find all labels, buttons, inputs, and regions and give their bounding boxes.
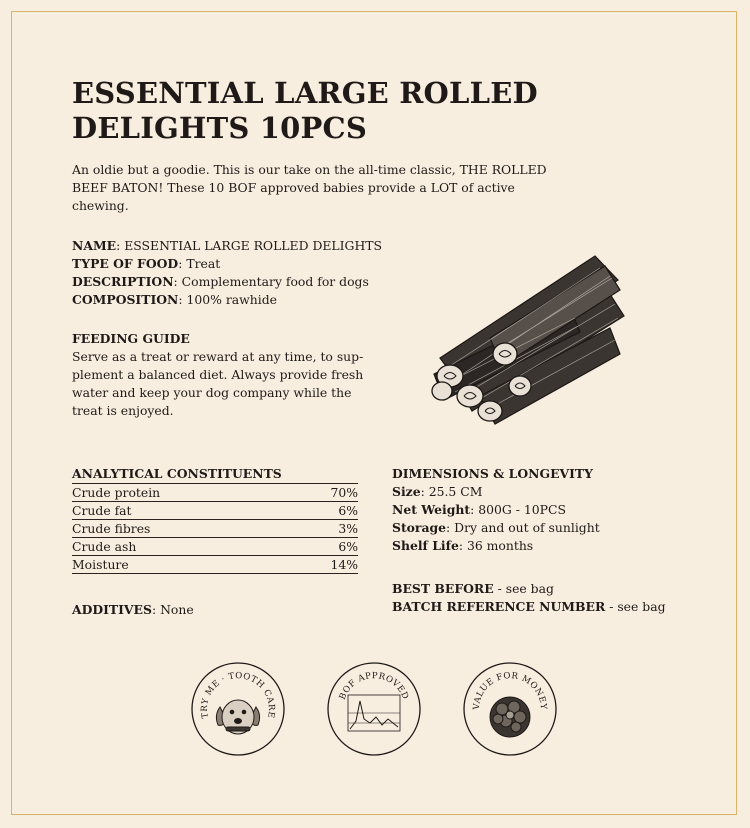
additives: ADDITIVES: None [72, 602, 194, 617]
dimension-value: 800G - 10PCS [474, 502, 566, 517]
title-line-1: ESSENTIAL LARGE ROLLED [72, 76, 538, 110]
dimension-label: Size [392, 484, 421, 499]
spec-label: NAME [72, 238, 117, 253]
constituent-value: 3% [338, 521, 358, 536]
constituent-value: 14% [330, 557, 358, 572]
batch-reference [392, 598, 666, 616]
feeding-line: water and keep your dog company while the [72, 385, 352, 400]
intro-line-1: An oldie but a goodie. This is our take on the all-time classic, THE ROLLED [72, 162, 547, 177]
feeding-guide [72, 330, 367, 420]
coin-pile-icon [490, 697, 530, 737]
dimension-label: Storage [392, 520, 447, 535]
analytical-constituents [72, 465, 358, 574]
spec-value: 100% rawhide [182, 292, 277, 307]
additives-label: ADDITIVES [72, 602, 152, 617]
dimension-value: 25.5 CM [424, 484, 483, 499]
spec-label: COMPOSITION [72, 292, 179, 307]
spec-label: TYPE OF FOOD [72, 256, 179, 271]
batch-label: BATCH REFERENCE NUMBER [392, 599, 606, 614]
constituent-name: Crude fat [72, 503, 132, 518]
badge-value-for-money [462, 661, 558, 757]
dimension-value: Dry and out of sunlight [450, 520, 600, 535]
dimension-size: Size: 25.5 CM [392, 484, 483, 499]
table-row [72, 556, 358, 574]
constituent-name: Crude protein [72, 485, 161, 500]
constituent-value: 6% [338, 503, 358, 518]
dimension-value: 36 months [463, 538, 534, 553]
dimensions-heading [392, 465, 692, 483]
table-row [72, 538, 358, 556]
additives-value: None [156, 602, 194, 617]
dimension-label: Shelf Life [392, 538, 459, 553]
product-title [72, 76, 552, 146]
constituents-table [72, 483, 358, 574]
spec-description: DESCRIPTION: Complementary food for dogs [72, 274, 369, 289]
analytical-heading: ANALYTICAL CONSTITUENTS [72, 466, 282, 481]
spec-value: Treat [182, 256, 221, 271]
spec-value: ESSENTIAL LARGE ROLLED DELIGHTS [120, 238, 383, 253]
table-row [72, 502, 358, 520]
intro-text [72, 161, 567, 215]
constituent-name: Crude ash [72, 539, 137, 554]
product-specs [72, 237, 412, 309]
best-before-batch [392, 580, 666, 616]
feeding-line: Serve as a treat or reward at any time, to sup- [72, 349, 364, 364]
badge-text: BOF APPROVED [337, 671, 411, 702]
constituent-name: Moisture [72, 557, 129, 572]
spec-value: Complementary food for dogs [177, 274, 369, 289]
intro-line-2: BEEF BATON! These 10 BOF approved babies provide a LOT of active chewing. [72, 180, 515, 213]
badge-tooth-care [190, 661, 286, 757]
table-row [72, 484, 358, 502]
dimension-shelf-life: Shelf Life: 36 months [392, 538, 534, 553]
dimension-storage: Storage: Dry and out of sunlight [392, 520, 600, 535]
feeding-line: plement a balanced diet. Always provide fresh [72, 367, 364, 382]
heading-text: DIMENSIONS & LONGEVITY [392, 466, 593, 481]
batch-value: - see bag [605, 599, 666, 614]
spec-label: DESCRIPTION [72, 274, 174, 289]
dimension-weight: Net Weight: 800G - 10PCS [392, 502, 566, 517]
badge-bof-approved [326, 661, 422, 757]
feeding-heading: FEEDING GUIDE [72, 331, 190, 346]
best-before-label: BEST BEFORE [392, 581, 494, 596]
title-line-2: DELIGHTS 10PCS [72, 111, 367, 145]
rolled-delights-illustration [420, 236, 640, 426]
best-before [392, 580, 666, 598]
constituent-value: 6% [338, 539, 358, 554]
spec-name: NAME: ESSENTIAL LARGE ROLLED DELIGHTS [72, 238, 383, 253]
dimensions-longevity [392, 465, 692, 555]
feeding-line: treat is enjoyed. [72, 403, 174, 418]
badge-text: VALUE FOR MONEY [471, 671, 549, 711]
best-before-value: - see bag [493, 581, 554, 596]
dimension-label: Net Weight [392, 502, 471, 517]
spec-composition: COMPOSITION: 100% rawhide [72, 292, 277, 307]
constituent-value: 70% [330, 485, 358, 500]
badge-text: TRY ME · TOOTH CARE [199, 671, 277, 720]
spec-type: TYPE OF FOOD: Treat [72, 256, 221, 271]
constituent-name: Crude fibres [72, 521, 151, 536]
table-row [72, 520, 358, 538]
